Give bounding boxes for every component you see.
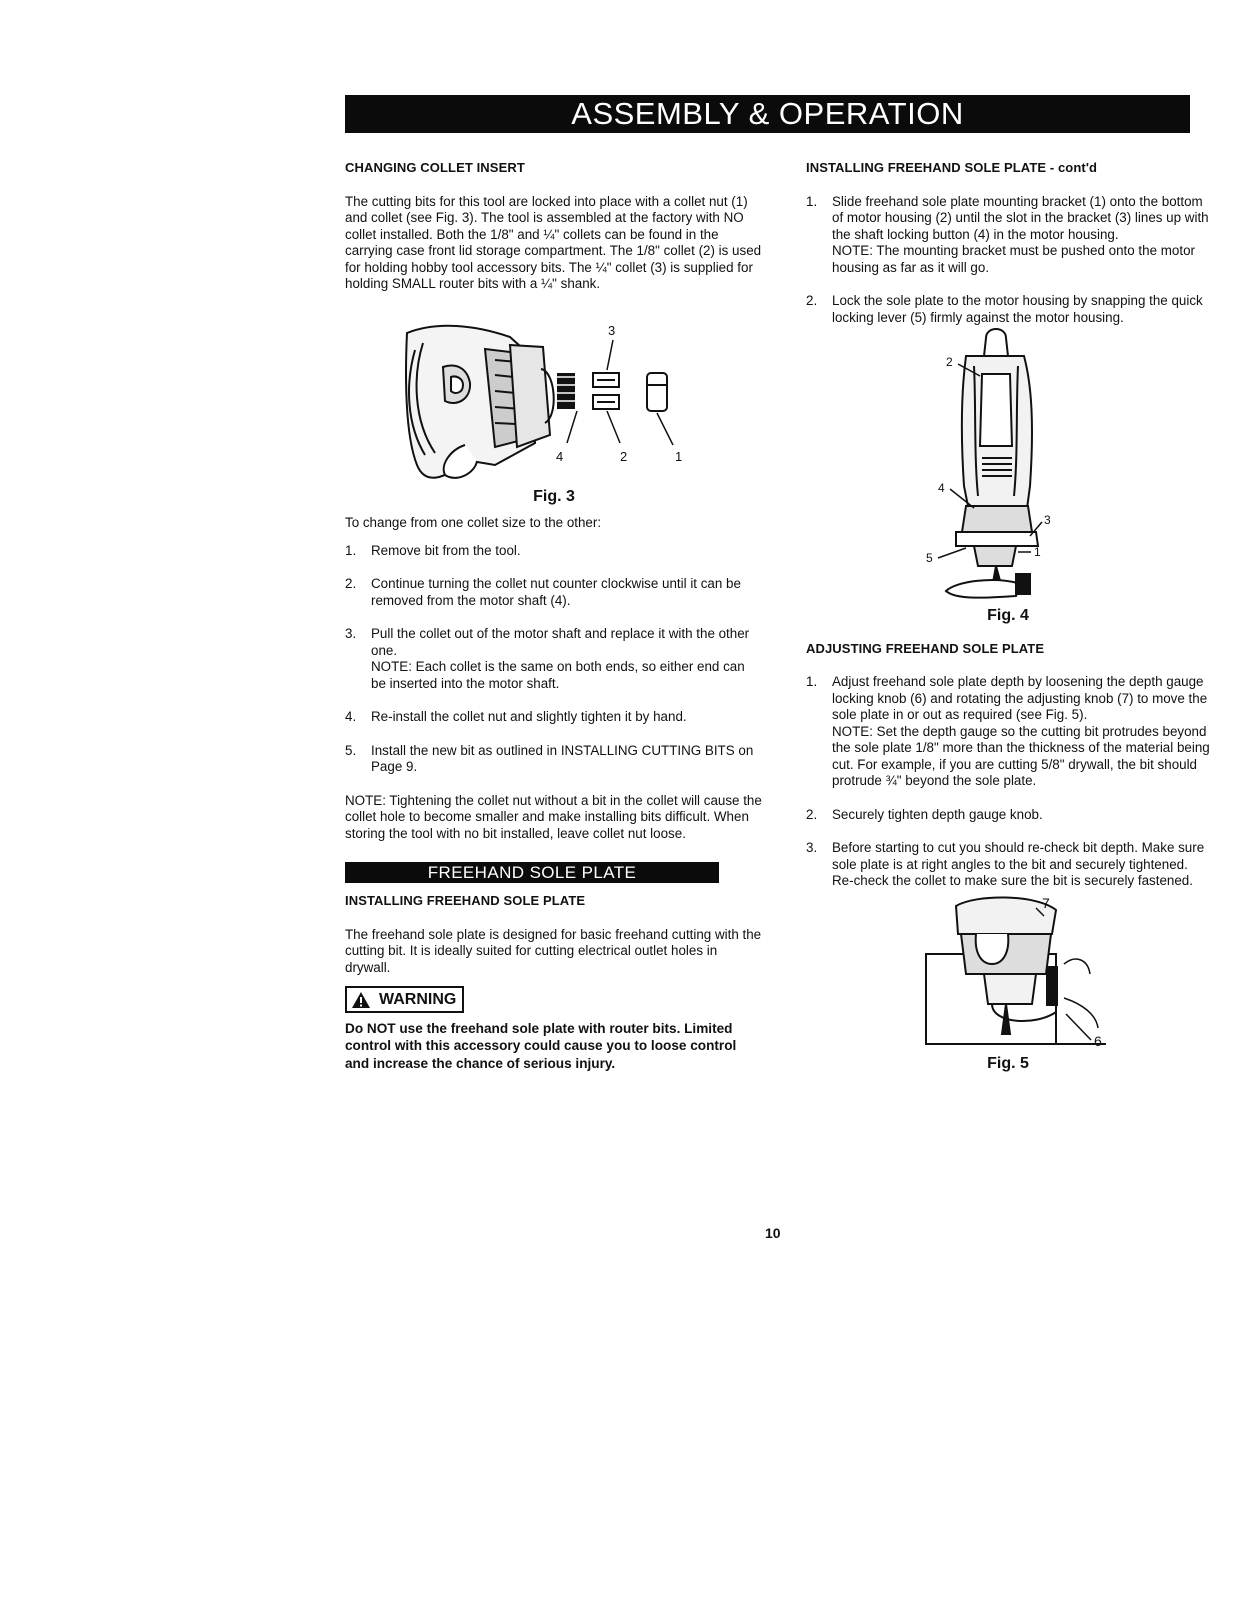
list-item: 1. Remove bit from the tool. xyxy=(345,542,521,558)
collet-note: NOTE: Tightening the collet nut without a bit in the collet will cause the collet hole to become smaller and make installing bits difficult. When storing the tool with no bit installed, leave collet nut loose. xyxy=(345,792,762,841)
warning-triangle-icon xyxy=(351,991,371,1009)
fraction-five-eighths: 5/8 xyxy=(1041,756,1060,772)
fig3-label-4: 4 xyxy=(556,448,564,464)
list-item: 2. Continue turning the collet nut counter clockwise until it can be removed from the motor shaft (4). xyxy=(345,576,741,608)
warning-text: Do NOT use the freehand sole plate with router bits. Limited control with this accessory could cause you to loose control and increase the chance of serious injury. xyxy=(345,1020,737,1071)
warning-label: WARNING xyxy=(379,990,457,1008)
fig4-caption: Fig. 4 xyxy=(987,607,1029,624)
list-item: 5. Install the new bit as outlined in INSTALLING CUTTING BITS on Page 9. xyxy=(345,742,754,774)
adjust-steps-list xyxy=(806,674,1210,890)
section-title-installing-sole-plate: INSTALLING FREEHAND SOLE PLATE xyxy=(345,893,586,908)
change-collet-intro: To change from one collet size to the other: xyxy=(345,515,602,530)
fig3-label-2: 2 xyxy=(620,448,628,464)
collet-intro-paragraph: The cutting bits for this tool are locked into place with a collet nut (1) and collet (see Fig. 3). The tool is assembled at the factory with NO collet installed. Both the 1/8" and ¼" collets can be found in the carrying case front lid storage compartment. The 1/8" collet (2) is used for holding hobby tool accessory bits. The ¼" collet (3) is supplied for holding SMALL router bits with a ¼" shank. xyxy=(345,193,762,291)
list-item: 1. Adjust freehand sole plate depth by loosening the depth gauge locking knob (6) and rotating the adjusting knob (7) to move the sole plate in or out as required (see Fig. 5). NOTE: Set the depth gauge so the cutting bit protrudes beyond the sole plate 1/8" more than the thickness of the material being cut. For example, if you are cutting 5/8" drywall, the bit should protrude ¾" beyond the sole plate. xyxy=(806,674,1210,788)
list-item: 3. Pull the collet out of the motor shaft and replace it with the other one. NOTE: Each collet is the same on both ends, so either end can be inserted into the motor shaft. xyxy=(345,626,750,691)
sole-plate-paragraph: The freehand sole plate is designed for basic freehand cutting with the cutting bit. It is ideally suited for cutting electrical outlet holes in drywall. xyxy=(345,926,762,975)
fig4-sole-plate-illustration xyxy=(806,326,1210,606)
fig3-label-3: 3 xyxy=(608,322,616,338)
fig4-label-2: 2 xyxy=(946,355,953,369)
left-column xyxy=(345,160,763,1072)
page-banner: ASSEMBLY & OPERATION xyxy=(345,95,1190,133)
list-item: 2. Securely tighten depth gauge knob. xyxy=(806,806,1043,822)
fig3-label-1: 1 xyxy=(675,448,683,464)
fig3-collet-illustration xyxy=(345,315,763,485)
section-title-adjusting-sole-plate: ADJUSTING FREEHAND SOLE PLATE xyxy=(806,640,1045,656)
fig4-label-3: 3 xyxy=(1044,513,1051,527)
list-item: 2. Lock the sole plate to the motor housing by snapping the quick locking lever (5) firmly against the motor housing. xyxy=(806,293,1203,325)
fig4-label-4: 4 xyxy=(938,481,945,495)
warning-label-box xyxy=(345,986,763,1014)
page-number: 10 xyxy=(765,1225,781,1241)
right-column xyxy=(806,160,1210,1072)
fraction-one-eighth: 1/8 xyxy=(915,740,935,755)
fig5-label-7: 7 xyxy=(1042,894,1050,911)
install-steps-list xyxy=(806,194,1210,327)
fraction-one-eighth: 1/8 xyxy=(490,226,509,242)
section-title-changing-collet: CHANGING COLLET INSERT xyxy=(345,160,525,175)
list-item: 3. Before starting to cut you should re-check bit depth. Make sure sole plate is at right angles to the bit and securely tightened. Re-check the collet to make sure the bit is securely fastened. xyxy=(806,840,1205,888)
section-title-sole-plate-contd: INSTALLING FREEHAND SOLE PLATE - cont'd xyxy=(806,160,1098,175)
fig5-depth-gauge-illustration xyxy=(806,894,1210,1054)
freehand-sole-plate-banner: FREEHAND SOLE PLATE xyxy=(345,862,719,883)
fig3-caption: Fig. 3 xyxy=(533,487,575,505)
fig4-label-1: 1 xyxy=(1034,545,1041,559)
change-steps-list xyxy=(345,543,763,776)
fig5-label-6: 6 xyxy=(1094,1032,1102,1049)
fraction-quarter: ¼ xyxy=(543,226,555,242)
fig5-caption: Fig. 5 xyxy=(987,1054,1029,1072)
list-item: 4. Re-install the collet nut and slightly tighten it by hand. xyxy=(345,709,687,724)
fig4-label-5: 5 xyxy=(926,551,933,565)
list-item: 1. Slide freehand sole plate mounting bracket (1) onto the bottom of motor housing (2) until the slot in the bracket (3) lines up with the shaft locking button (4) in the motor housing. NOTE: The mounting bracket must be pushed onto the motor housing as far as it will go. xyxy=(806,193,1209,275)
